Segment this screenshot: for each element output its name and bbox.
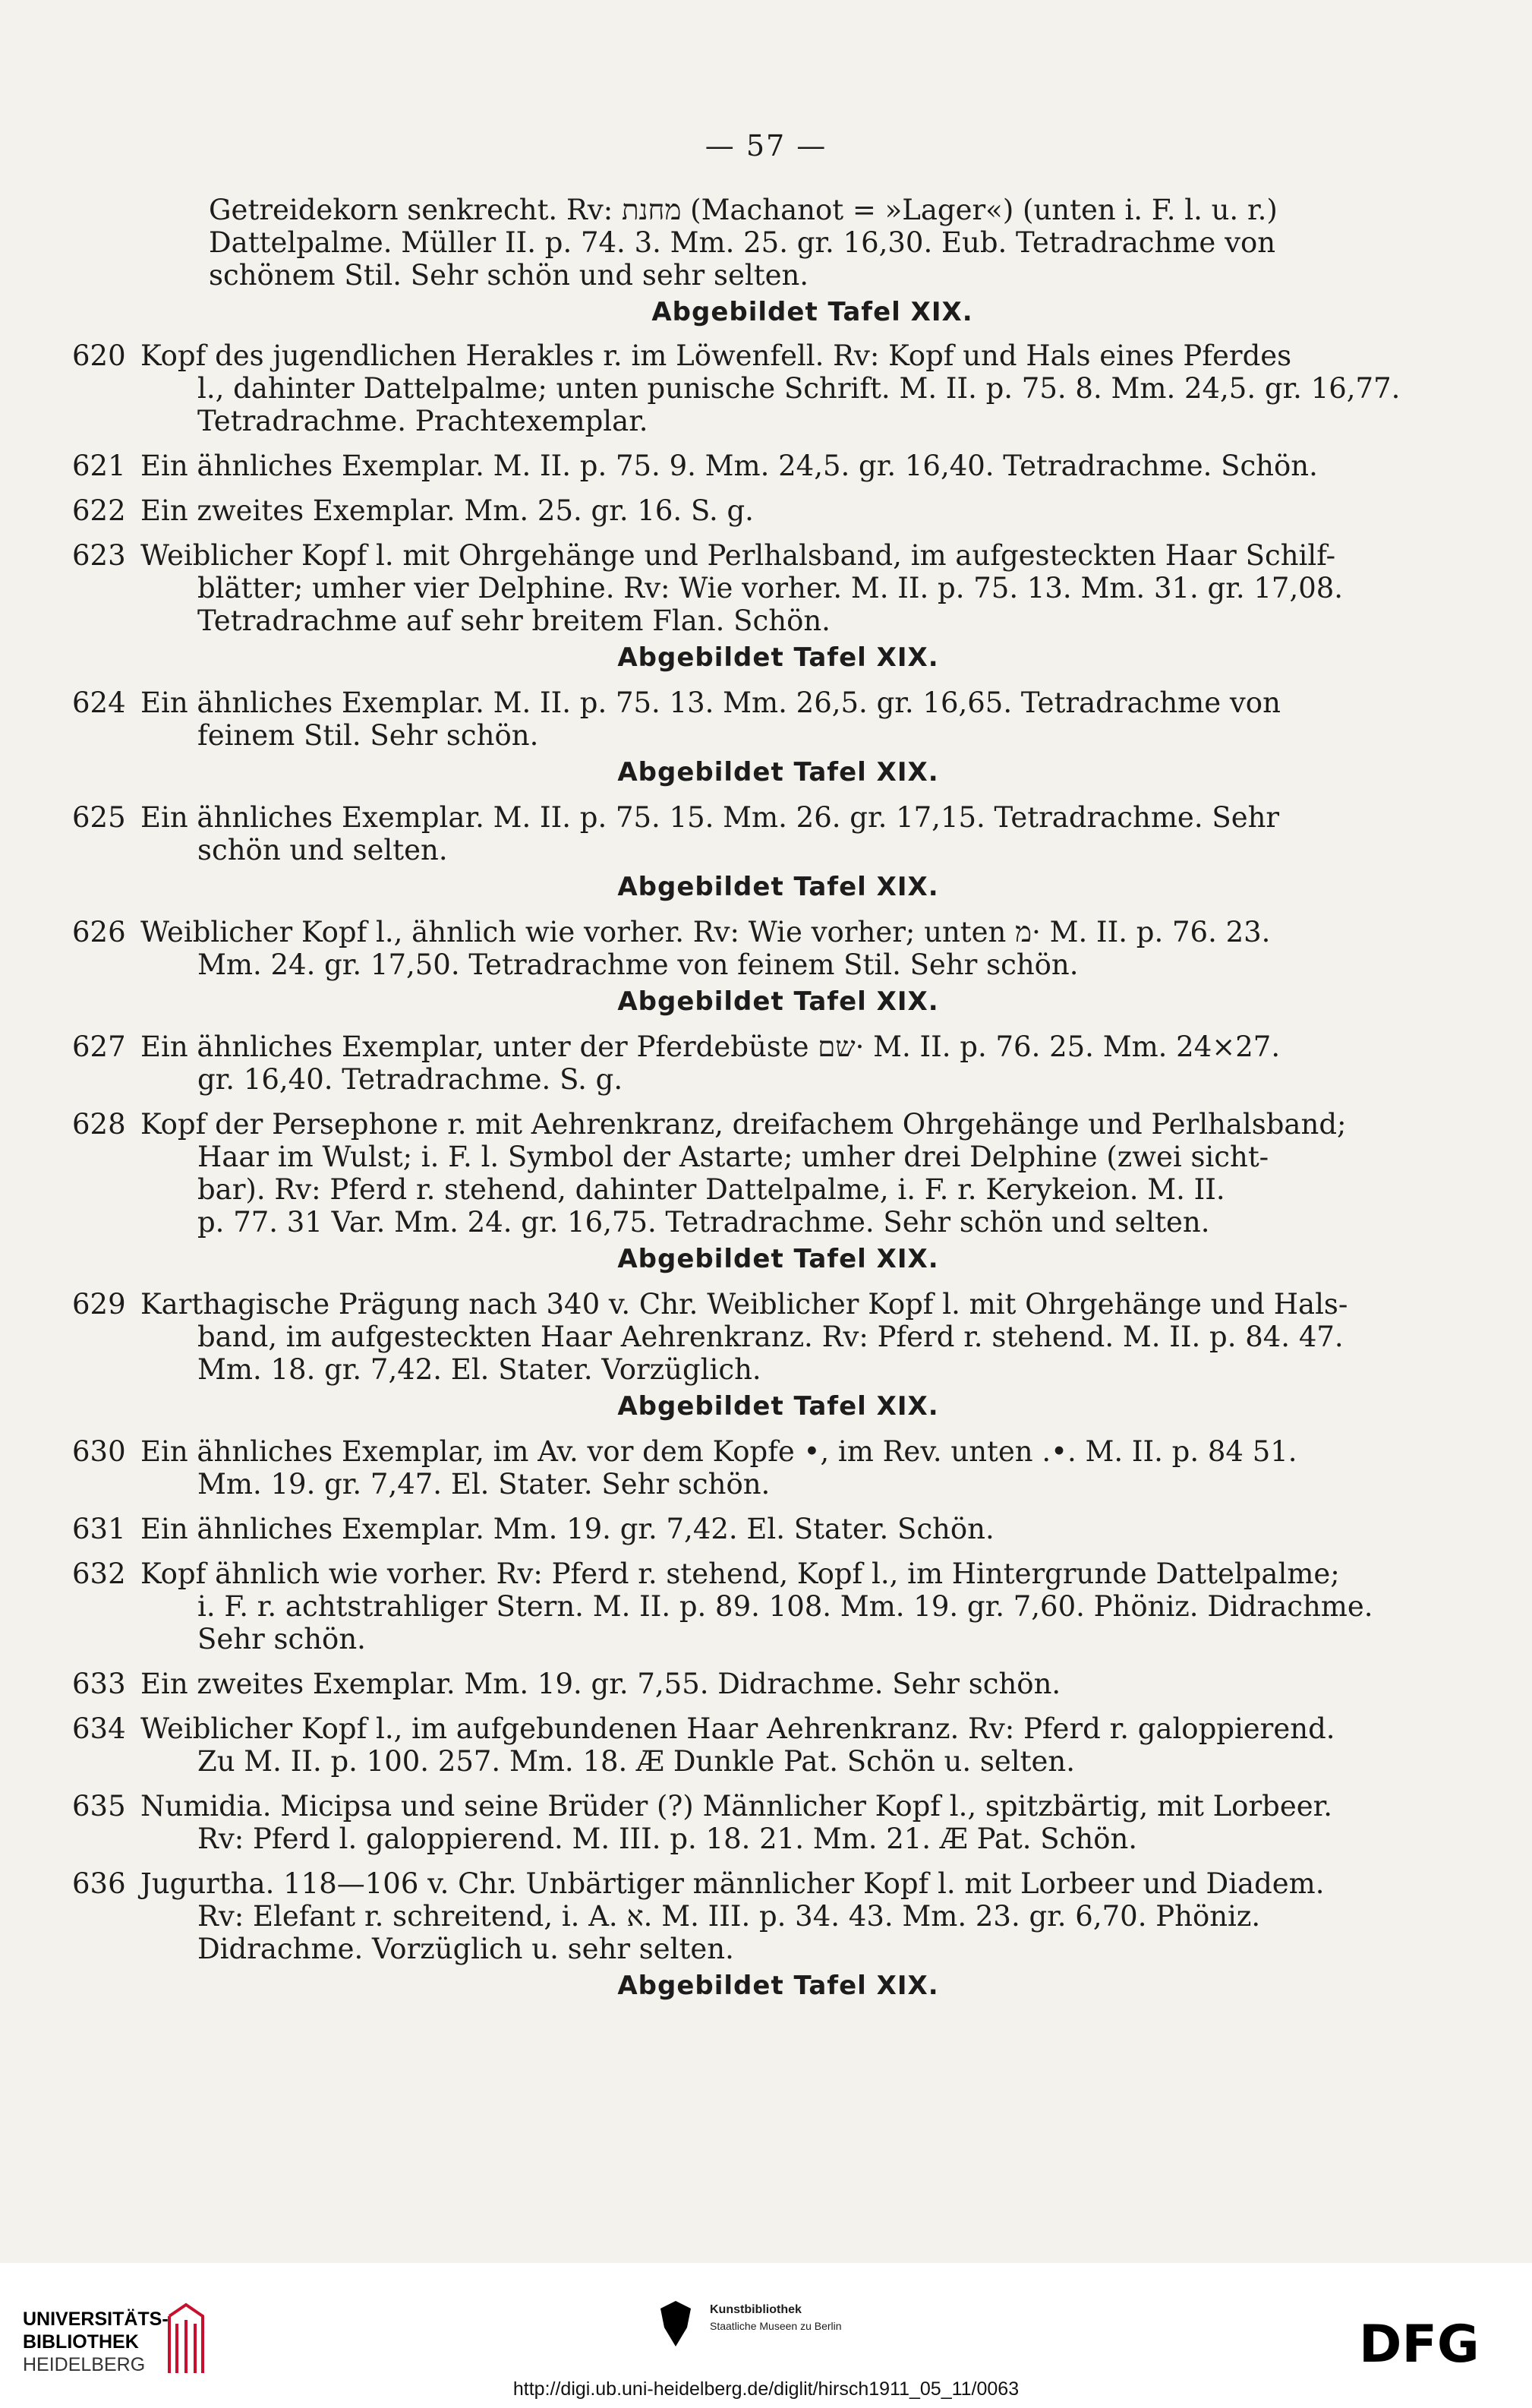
catalog-entry	[72, 1790, 1416, 1855]
entry-line: Zu M. II. p. 100. 257. Mm. 18. Æ Dunkle Pat. Schön u. selten.	[197, 1745, 1075, 1778]
entry-line: feinem Stil. Sehr schön.	[197, 719, 539, 752]
catalog-entry	[72, 1557, 1416, 1655]
entry-line: gr. 16,40. Tetradrachme. S. g.	[197, 1063, 623, 1096]
plate-reference: Abgebildet Tafel XIX.	[617, 1971, 939, 2001]
entry-line: Numidia. Micipsa und seine Brüder (?) Männlicher Kopf l., spitzbärtig, mit Lorbeer.	[140, 1790, 1333, 1823]
catalog-entry	[72, 494, 1416, 527]
entry-number: 624	[72, 686, 126, 719]
entry-number: 623	[72, 539, 126, 572]
entry-line: Ein zweites Exemplar. Mm. 25. gr. 16. S. g.	[140, 494, 754, 527]
catalog-entry	[72, 339, 1416, 437]
catalog-entry	[72, 1108, 1416, 1276]
catalog-entry	[72, 916, 1416, 1018]
catalog-entry	[72, 1030, 1416, 1096]
kb-logo-line1: Kunstbibliothek	[710, 2303, 802, 2316]
plate-reference: Abgebildet Tafel XIX.	[651, 297, 973, 327]
catalog-entry	[72, 1867, 1416, 2002]
kunstbibliothek-logo	[653, 2297, 896, 2358]
entry-line: bar). Rv: Pferd r. stehend, dahinter Dattelpalme, i. F. r. Kerykeion. M. II.	[197, 1173, 1225, 1206]
entry-line: Kopf des jugendlichen Herakles r. im Löwenfell. Rv: Kopf und Hals eines Pferdes	[140, 339, 1292, 372]
entry-line: Ein ähnliches Exemplar, im Av. vor dem Kopfe •, im Rev. unten .•. M. II. p. 84 51.	[140, 1435, 1297, 1468]
catalog-entry	[72, 1513, 1416, 1545]
entry-line: Karthagische Prägung nach 340 v. Chr. Weiblicher Kopf l. mit Ohrgehänge und Hals-	[140, 1288, 1348, 1321]
entry-number: 628	[72, 1108, 126, 1141]
entry-line: Tetradrachme auf sehr breitem Flan. Schön.	[197, 604, 831, 637]
entry-line: Rv: Elefant r. schreitend, i. A. א. M. III. p. 34. 43. Mm. 23. gr. 6,70. Phöniz.	[197, 1900, 1261, 1933]
entry-line: Jugurtha. 118—106 v. Chr. Unbärtiger männlicher Kopf l. mit Lorbeer und Diadem.	[140, 1867, 1325, 1900]
entry-line: p. 77. 31 Var. Mm. 24. gr. 16,75. Tetradrachme. Sehr schön und selten.	[197, 1206, 1210, 1239]
entry-number: 630	[72, 1435, 126, 1468]
entry-line: Weiblicher Kopf l. mit Ohrgehänge und Perlhalsband, im aufgesteckten Haar Schilf-	[140, 539, 1336, 572]
entry-line: Rv: Pferd l. galoppierend. M. III. p. 18. 21. Mm. 21. Æ Pat. Schön.	[197, 1823, 1138, 1855]
catalog-entry	[72, 1668, 1416, 1700]
entry-line: Kopf ähnlich wie vorher. Rv: Pferd r. stehend, Kopf l., im Hintergrunde Dattelpalme;	[140, 1557, 1340, 1590]
entry-line: Mm. 24. gr. 17,50. Tetradrachme von feinem Stil. Sehr schön.	[197, 948, 1079, 981]
catalog-entry	[72, 1288, 1416, 1423]
intro-line: Dattelpalme. Müller II. p. 74. 3. Mm. 25. gr. 16,30. Eub. Tetradrachme von	[209, 226, 1276, 259]
entry-line: band, im aufgesteckten Haar Aehrenkranz. Rv: Pferd r. stehend. M. II. p. 84. 47.	[197, 1321, 1344, 1353]
intro-line: Getreidekorn senkrecht. Rv: מחנת (Machanot = »Lager«) (unten i. F. l. u. r.)	[209, 194, 1278, 226]
entry-number: 627	[72, 1030, 126, 1063]
entry-line: Haar im Wulst; i. F. l. Symbol der Astarte; umher drei Delphine (zwei sicht-	[197, 1141, 1269, 1173]
entry-number: 636	[72, 1867, 126, 1900]
entry-number: 629	[72, 1288, 126, 1321]
catalog-entry	[72, 1712, 1416, 1778]
dfg-text: DFG	[1359, 2316, 1480, 2369]
entry-line: schön und selten.	[197, 834, 448, 866]
entry-line: Ein zweites Exemplar. Mm. 19. gr. 7,55. Didrachme. Sehr schön.	[140, 1668, 1061, 1700]
catalog-entry	[72, 801, 1416, 904]
entry-line: Ein ähnliches Exemplar, unter der Pferdebüste שם· M. II. p. 76. 25. Mm. 24×27.	[140, 1030, 1281, 1063]
intro-line: schönem Stil. Sehr schön und sehr selten.	[209, 259, 809, 292]
uni-logo-line1: UNIVERSITÄTS-	[23, 2309, 169, 2330]
entry-number: 634	[72, 1712, 126, 1745]
catalog-entry	[72, 539, 1416, 674]
dfg-logo	[1359, 2316, 1503, 2369]
uni-logo-line3: HEIDELBERG	[23, 2354, 146, 2375]
entry-line: Ein ähnliches Exemplar. M. II. p. 75. 13. Mm. 26,5. gr. 16,65. Tetradrachme von	[140, 686, 1281, 719]
plate-reference: Abgebildet Tafel XIX.	[617, 642, 939, 673]
kb-logo-line2: Staatliche Museen zu Berlin	[710, 2320, 842, 2332]
plate-reference: Abgebildet Tafel XIX.	[617, 1391, 939, 1422]
plate-reference: Abgebildet Tafel XIX.	[617, 872, 939, 902]
page-number: — 57 —	[705, 129, 827, 163]
plate-reference: Abgebildet Tafel XIX.	[617, 757, 939, 787]
entry-line: Tetradrachme. Prachtexemplar.	[197, 405, 648, 437]
entry-line: Kopf der Persephone r. mit Aehrenkranz, dreifachem Ohrgehänge und Perlhalsband;	[140, 1108, 1347, 1141]
entry-line: Sehr schön.	[197, 1623, 366, 1655]
entry-line: i. F. r. achtstrahliger Stern. M. II. p. 89. 108. Mm. 19. gr. 7,60. Phöniz. Didrachme.	[197, 1590, 1373, 1623]
entry-line: Ein ähnliches Exemplar. Mm. 19. gr. 7,42. El. Stater. Schön.	[140, 1513, 995, 1545]
entry-line: l., dahinter Dattelpalme; unten punische Schrift. M. II. p. 75. 8. Mm. 24,5. gr. 16,77.	[197, 372, 1401, 405]
entry-line: Mm. 18. gr. 7,42. El. Stater. Vorzüglich.	[197, 1353, 761, 1386]
entry-number: 622	[72, 494, 126, 527]
entry-number: 626	[72, 916, 126, 948]
source-url[interactable]: http://digi.ub.uni-heidelberg.de/diglit/hirsch1911_05_11/0063	[512, 2378, 1020, 2400]
entry-number: 633	[72, 1668, 126, 1700]
eagle-icon	[653, 2297, 698, 2350]
entry-line: Mm. 19. gr. 7,47. El. Stater. Sehr schön.	[197, 1468, 771, 1501]
entry-number: 632	[72, 1557, 126, 1590]
plate-reference: Abgebildet Tafel XIX.	[617, 986, 939, 1017]
catalog-entry	[72, 450, 1416, 482]
entry-line: Didrachme. Vorzüglich u. sehr selten.	[197, 1933, 734, 1965]
entry-line: Weiblicher Kopf l., im aufgebundenen Haar Aehrenkranz. Rv: Pferd r. galoppierend.	[140, 1712, 1335, 1745]
catalog-entry	[72, 686, 1416, 789]
entry-number: 620	[72, 339, 126, 372]
entry-line: Ein ähnliches Exemplar. M. II. p. 75. 9. Mm. 24,5. gr. 16,40. Tetradrachme. Schön.	[140, 450, 1318, 482]
heidelberg-library-logo	[23, 2301, 213, 2377]
uni-logo-line2: BIBLIOTHEK	[23, 2331, 139, 2353]
entry-line: Weiblicher Kopf l., ähnlich wie vorher. Rv: Wie vorher; unten מ· M. II. p. 76. 23.	[140, 916, 1271, 948]
footer	[0, 2263, 1532, 2408]
entry-line: blätter; umher vier Delphine. Rv: Wie vorher. M. II. p. 75. 13. Mm. 31. gr. 17,08.	[197, 572, 1344, 604]
library-emblem-icon	[163, 2301, 209, 2377]
entry-line: Ein ähnliches Exemplar. M. II. p. 75. 15. Mm. 26. gr. 17,15. Tetradrachme. Sehr	[140, 801, 1280, 834]
catalog-entry	[72, 1435, 1416, 1501]
catalog-content	[72, 194, 1416, 2015]
catalog-entries	[72, 339, 1416, 2002]
intro-continuation	[72, 194, 1416, 329]
entry-number: 625	[72, 801, 126, 834]
entry-number: 635	[72, 1790, 126, 1823]
entry-number: 631	[72, 1513, 126, 1545]
plate-reference: Abgebildet Tafel XIX.	[617, 1244, 939, 1274]
entry-number: 621	[72, 450, 126, 482]
